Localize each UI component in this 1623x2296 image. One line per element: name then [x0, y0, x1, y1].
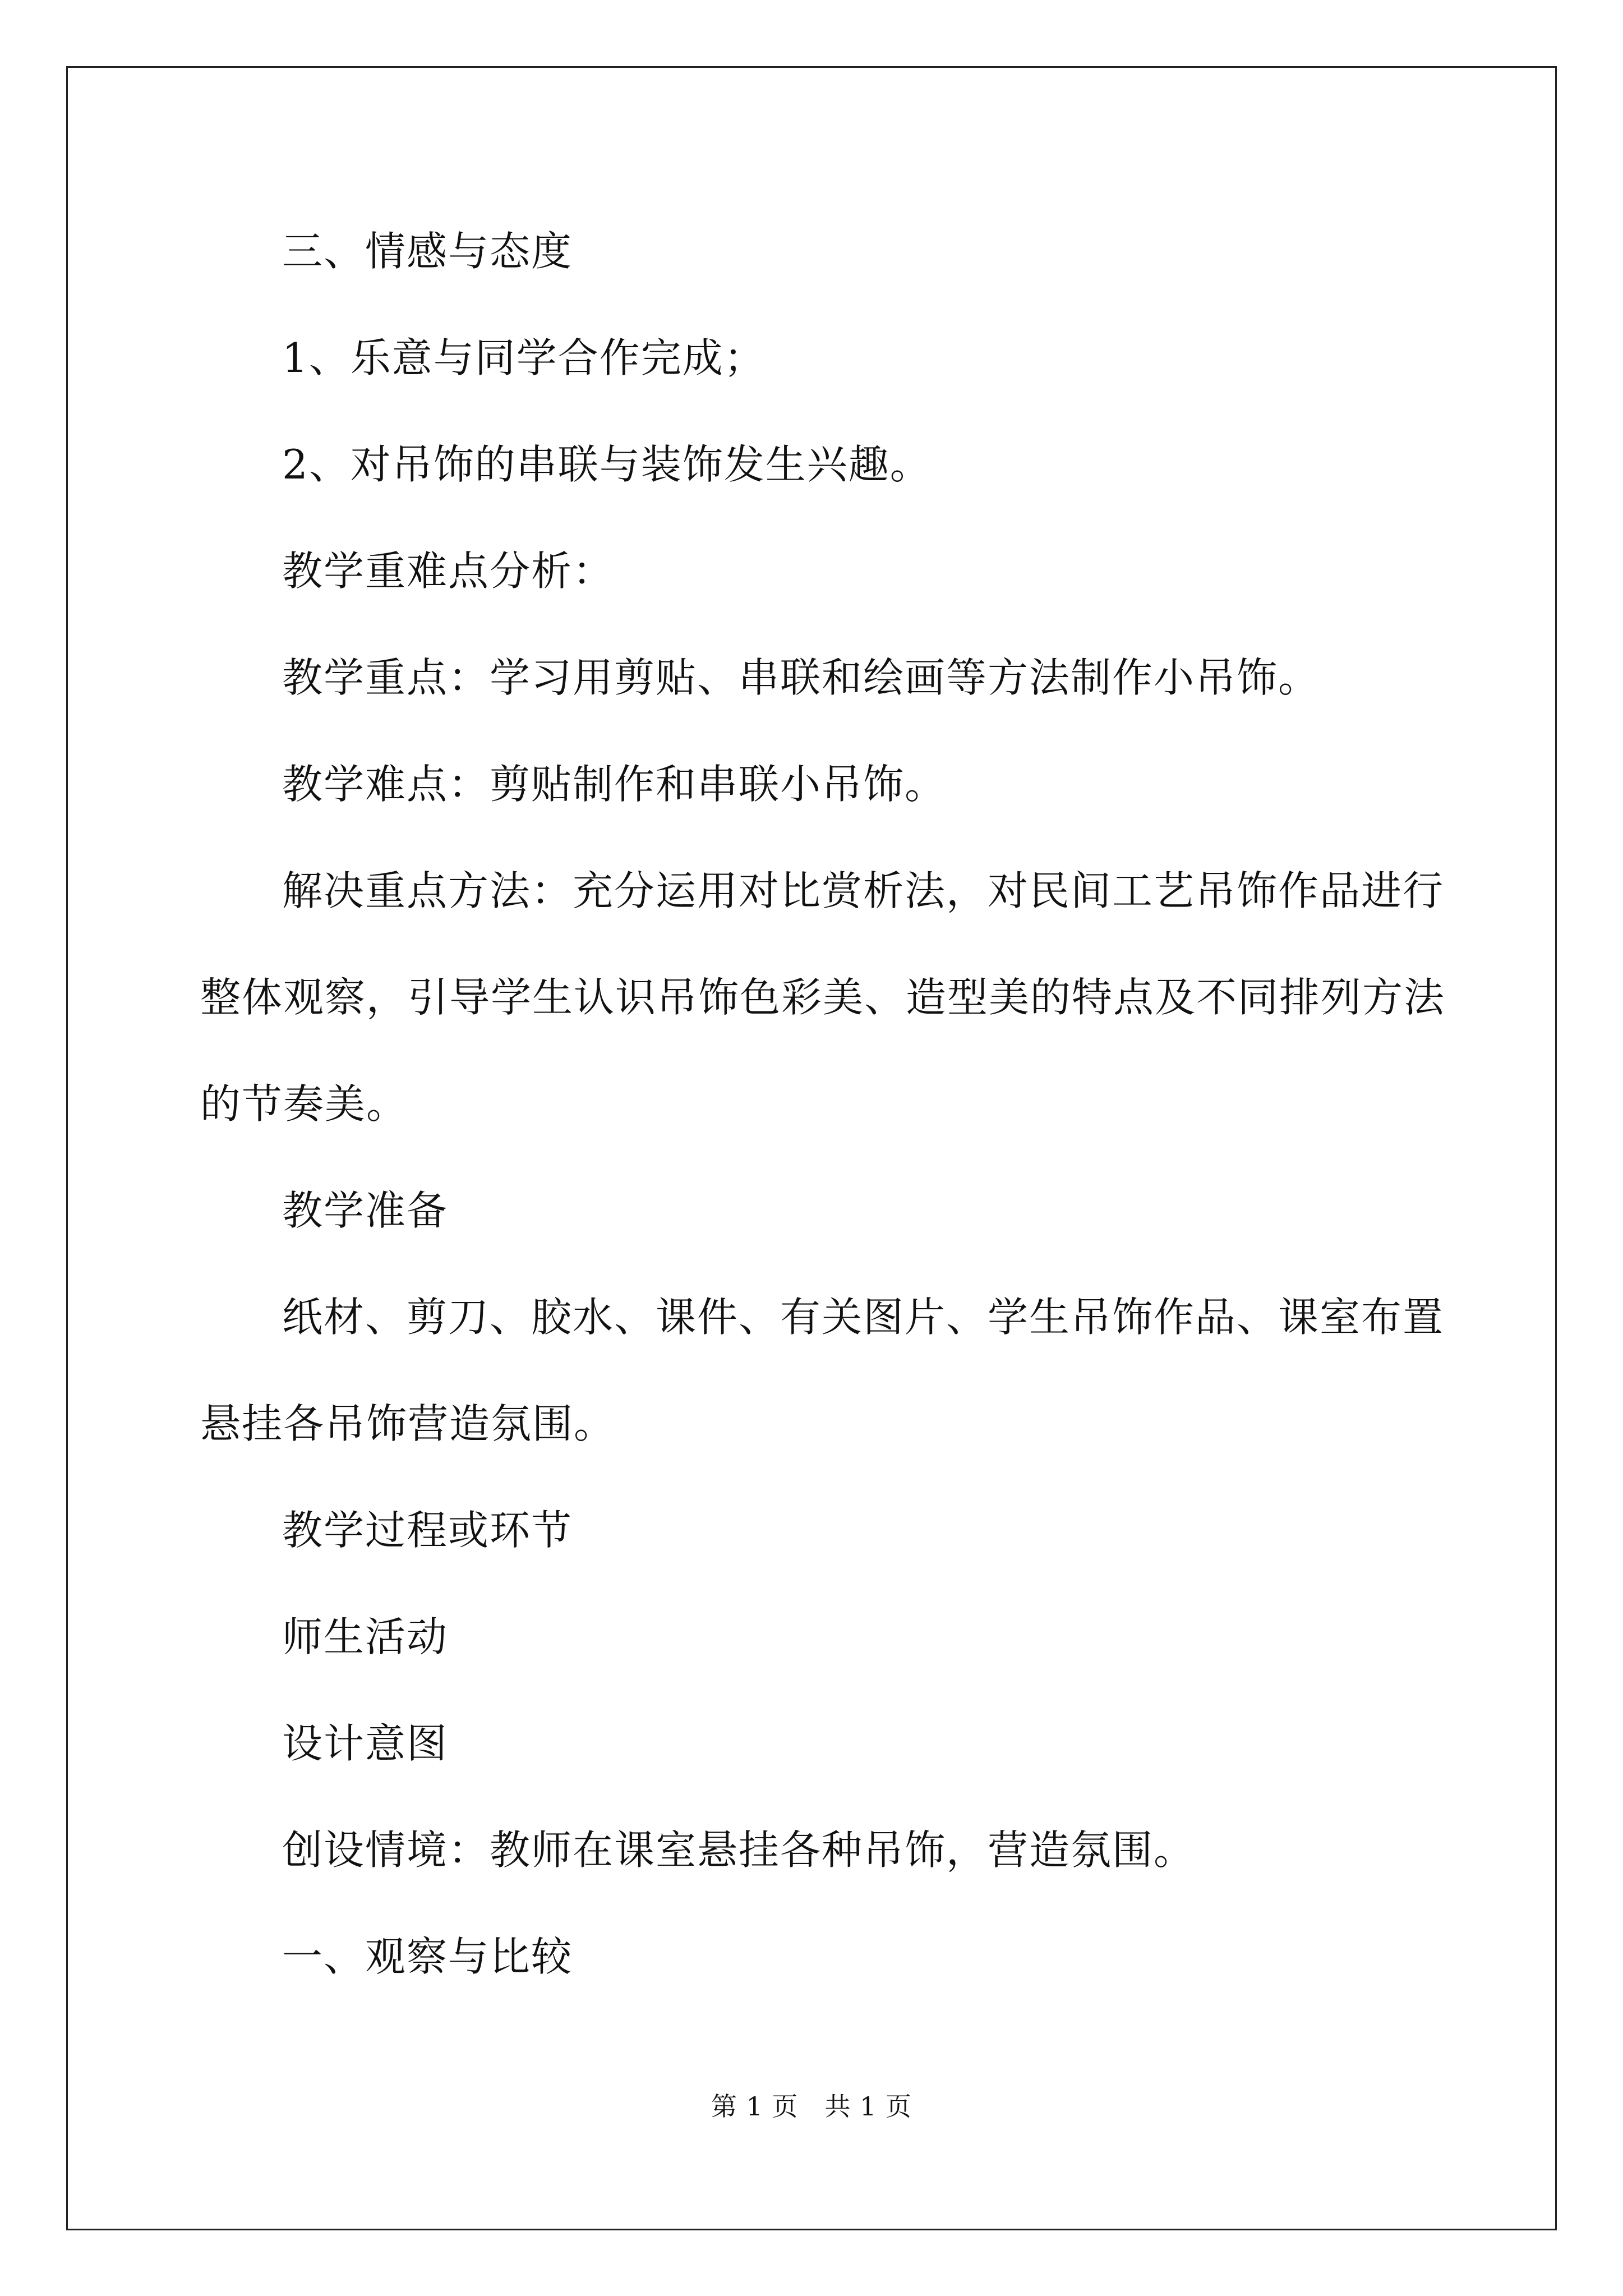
section-heading-emotion: 三、情感与态度 — [282, 228, 573, 275]
section-heading-preparation: 教学准备 — [282, 1187, 449, 1234]
paragraph: 创设情境：教师在课室悬挂各种吊饰，营造氛围。 — [282, 1826, 1196, 1874]
section-heading-observe: 一、观察与比较 — [282, 1933, 573, 1980]
section-heading-activity: 师生活动 — [282, 1613, 449, 1660]
paragraph-continuation: 整体观察，引导学生认识吊饰色彩美、造型美的特点及不同排列方法 — [200, 974, 1446, 1021]
list-item: 2、对吊饰的串联与装饰发生兴趣。 — [282, 441, 932, 488]
paragraph-continuation: 的节奏美。 — [200, 1080, 408, 1128]
page-border — [66, 66, 1557, 2230]
section-heading-process: 教学过程或环节 — [282, 1507, 573, 1554]
paragraph: 解决重点方法：充分运用对比赏析法，对民间工艺吊饰作品进行 — [282, 867, 1445, 914]
paragraph: 教学重点：学习用剪贴、串联和绘画等方法制作小吊饰。 — [282, 654, 1320, 701]
list-item: 1、乐意与同学合作完成； — [282, 334, 766, 381]
page-number-footer: 第 1 页 共 1 页 — [711, 2091, 912, 2122]
section-heading-analysis: 教学重难点分析： — [282, 547, 615, 595]
paragraph-continuation: 悬挂各吊饰营造氛围。 — [200, 1400, 616, 1447]
paragraph: 纸材、剪刀、胶水、课件、有关图片、学生吊饰作品、课室布置 — [282, 1294, 1445, 1341]
section-heading-intent: 设计意图 — [282, 1720, 449, 1767]
paragraph: 教学难点：剪贴制作和串联小吊饰。 — [282, 761, 947, 808]
